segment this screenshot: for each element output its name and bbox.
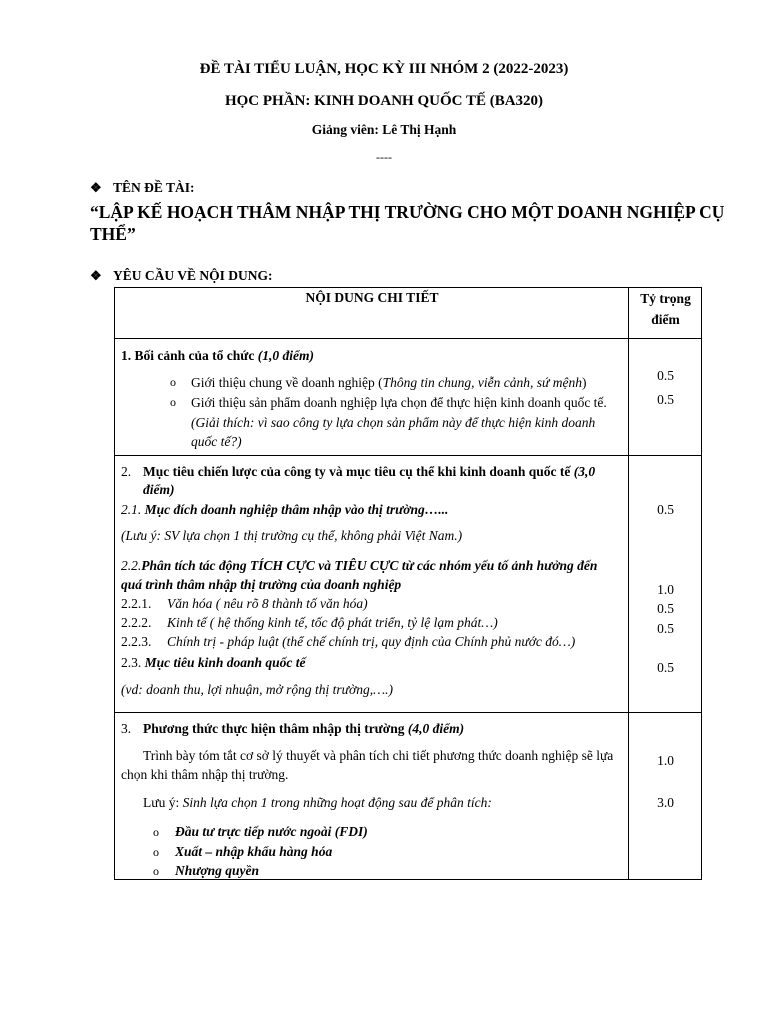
section2-content: [115, 456, 629, 713]
table-row: [115, 456, 702, 713]
circle-bullet-icon: o: [170, 375, 176, 389]
topic-heading: [90, 180, 195, 196]
score-value: 3.0: [657, 795, 674, 810]
header-weight-line1: Tỷ trọng: [640, 291, 691, 306]
divider: ----: [376, 150, 392, 164]
section3-number: 3.: [121, 721, 132, 736]
header-weight-cell: [629, 288, 702, 339]
section1-content: [115, 339, 629, 456]
section1-bullet2-line3: quốc tế?): [191, 434, 242, 449]
section2-2-3-text: Chính trị - pháp luật (thể chế chính trị, quy định của Chính phủ nước đó…): [167, 634, 576, 649]
section2-2-line1: 2.2.Phân tích tác động TÍCH CỰC và TIÊU CỰC từ các nhóm yếu tố ảnh hưởng đến: [121, 558, 598, 573]
section2-note: (Lưu ý: SV lựa chọn 1 thị trường cụ thể, không phải Việt Nam.): [121, 528, 463, 543]
section2-title: Mục tiêu chiến lược của công ty và mục tiêu cụ thể khi kinh doanh quốc tế (3,0: [143, 464, 596, 479]
option-fdi: Đầu tư trực tiếp nước ngoài (FDI): [175, 824, 368, 839]
topic-label: TÊN ĐỀ TÀI:: [113, 180, 195, 195]
requirements-table: [114, 287, 702, 880]
lecturer-name: Giảng viên: Lê Thị Hạnh: [311, 122, 457, 137]
section2-2-2-text: Kinh tế ( hệ thống kinh tế, tốc độ phát triển, tỷ lệ lạm phát…): [167, 615, 498, 630]
section3-paragraph-line1: Trình bày tóm tắt cơ sở lý thuyết và phân tích chi tiết phương thức doanh nghiệp sẽ lựa: [143, 748, 614, 763]
score-value: 1.0: [657, 582, 674, 597]
section2-scores: [629, 456, 702, 713]
section2-2-line2: quá trình thâm nhập thị trường của doanh nghiệp: [121, 577, 402, 592]
score-value: 0.5: [657, 601, 674, 616]
score-value: 0.5: [657, 621, 674, 636]
section2-3: 2.3. Mục tiêu kinh doanh quốc tế: [121, 655, 306, 670]
table-header-row: [115, 288, 702, 339]
diamond-bullet-icon: ❖: [90, 268, 102, 283]
score-value: 1.0: [657, 753, 674, 768]
section2-2-1-text: Văn hóa ( nêu rõ 8 thành tố văn hóa): [167, 596, 368, 611]
score-value: 0.5: [657, 392, 674, 407]
circle-bullet-icon: o: [153, 825, 159, 839]
requirements-label: YÊU CẦU VỀ NỘI DUNG:: [113, 268, 273, 283]
option-franchising: Nhượng quyền: [175, 863, 259, 878]
section1-bullet2-line1: Giới thiệu sản phẩm doanh nghiệp lựa chọn để thực hiện kinh doanh quốc tế.: [191, 395, 607, 410]
section3-content: [115, 713, 629, 880]
table-row: [115, 713, 702, 880]
topic-title-line2: THỂ”: [90, 224, 136, 244]
document-title: ĐỀ TÀI TIỂU LUẬN, HỌC KỲ III NHÓM 2 (2022-2023): [199, 61, 569, 77]
section2-1: 2.1. Mục đích doanh nghiệp thâm nhập vào thị trường…...: [121, 502, 449, 517]
section2-title-points: điểm): [143, 482, 175, 497]
score-value: 0.5: [657, 660, 674, 675]
header-content-cell: [115, 288, 629, 339]
section3-scores: [629, 713, 702, 880]
table-row: [115, 339, 702, 456]
section2-2-1-number: 2.2.1.: [121, 596, 152, 611]
option-import-export: Xuất – nhập khẩu hàng hóa: [175, 844, 333, 859]
circle-bullet-icon: o: [170, 395, 176, 409]
circle-bullet-icon: o: [153, 864, 159, 878]
course-title: HỌC PHẦN: KINH DOANH QUỐC TẾ (BA320): [224, 93, 544, 109]
circle-bullet-icon: o: [153, 845, 159, 859]
topic-title-line1: “LẬP KẾ HOẠCH THÂM NHẬP THỊ TRƯỜNG CHO MỘT DOANH NGHIỆP CỤ: [90, 202, 725, 222]
section1-bullet1: Giới thiệu chung về doanh nghiệp (Thông tin chung, viễn cảnh, sứ mệnh): [191, 375, 587, 390]
score-value: 0.5: [657, 368, 674, 383]
section2-2-3-number: 2.2.3.: [121, 634, 152, 649]
section2-3-example: (vd: doanh thu, lợi nhuận, mở rộng thị trường,….): [121, 682, 393, 697]
header-content: NỘI DUNG CHI TIẾT: [305, 290, 439, 305]
section3-title: Phương thức thực hiện thâm nhập thị trường (4,0 điểm): [143, 721, 465, 736]
section2-2-2-number: 2.2.2.: [121, 615, 152, 630]
section1-bullet2-line2: (Giải thích: vì sao công ty lựa chọn sản phẩm này để thực hiện kinh doanh: [191, 415, 596, 430]
section1-scores: [629, 339, 702, 456]
header-weight-line2: điểm: [651, 312, 680, 327]
diamond-bullet-icon: ❖: [90, 180, 102, 195]
section3-paragraph-line2: chọn khi thâm nhập thị trường.: [121, 767, 289, 782]
section1-title: 1. Bối cảnh của tổ chức (1,0 điểm): [121, 348, 314, 363]
requirements-heading: [90, 268, 273, 284]
section3-note: Lưu ý: Sinh lựa chọn 1 trong những hoạt động sau để phân tích:: [143, 795, 492, 810]
score-value: 0.5: [657, 502, 674, 517]
section2-number: 2.: [121, 464, 132, 479]
